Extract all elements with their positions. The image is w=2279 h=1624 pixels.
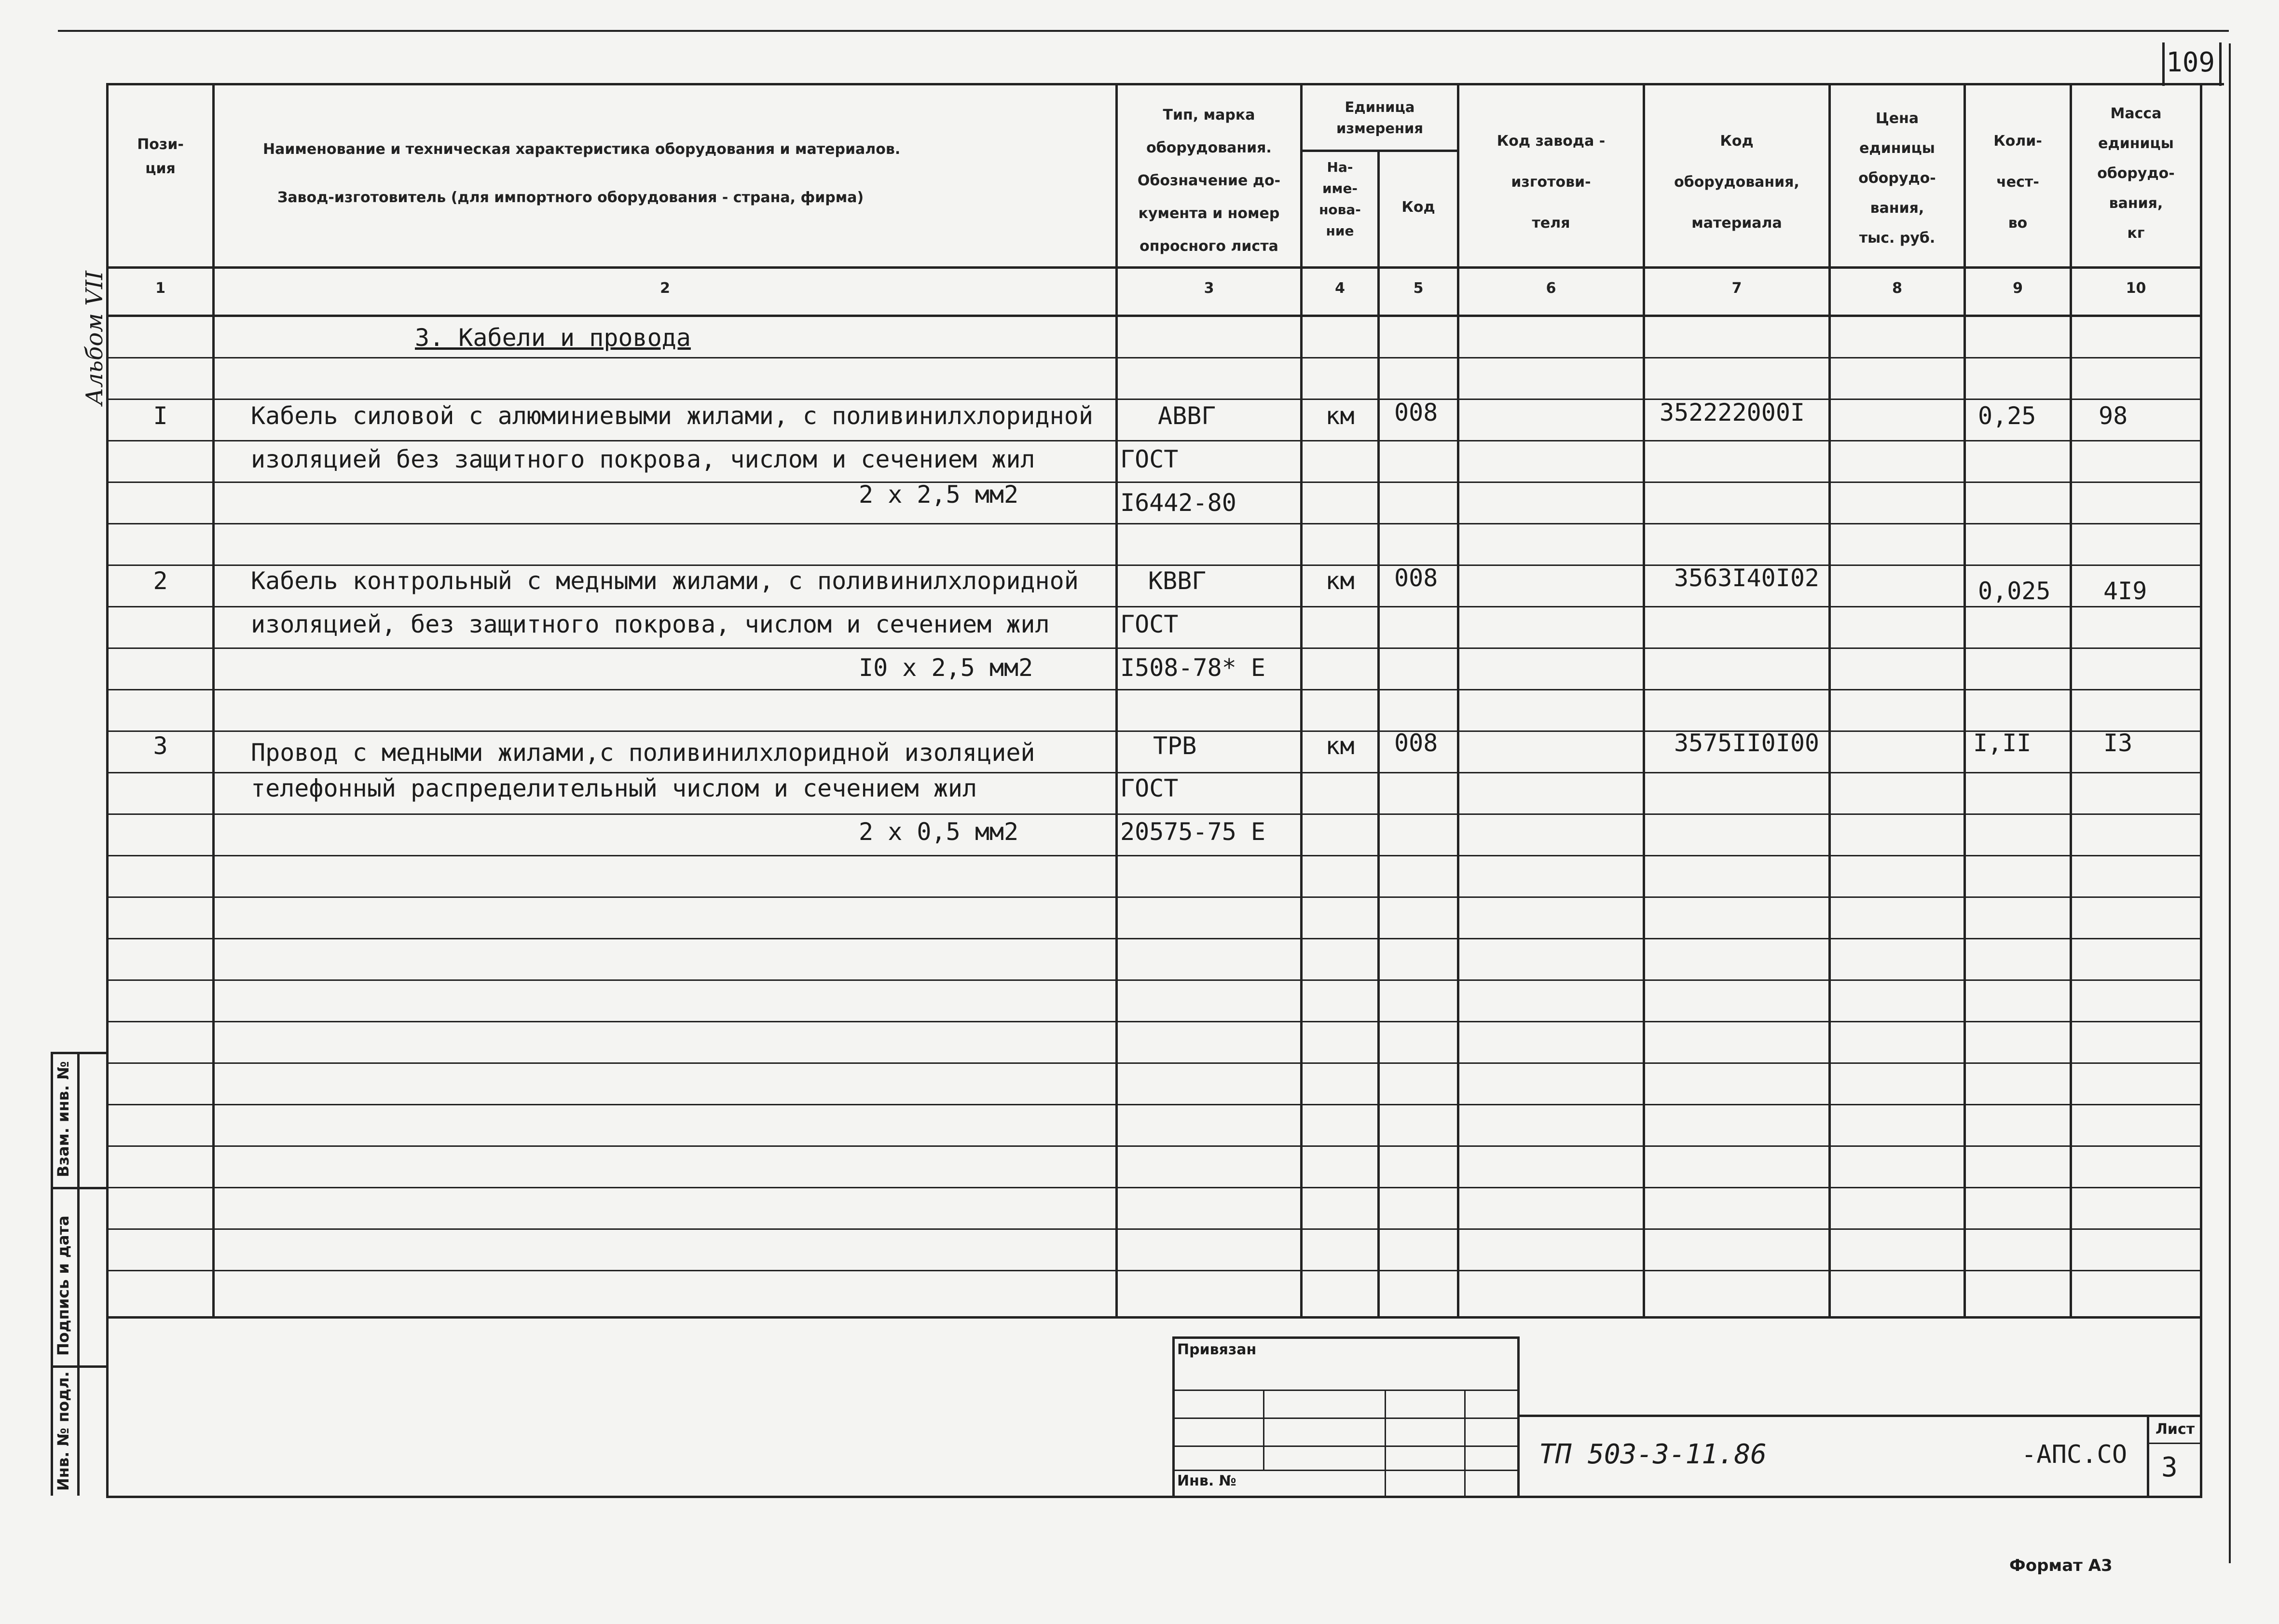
row-line: [106, 979, 2200, 981]
title-grid-col: [1263, 1390, 1264, 1470]
col-number: 1: [155, 280, 165, 297]
col-line-2: [1115, 83, 1118, 1318]
sheet-number: 3: [2161, 1452, 2178, 1483]
col-line-8: [1963, 83, 1966, 1318]
row-line: [106, 482, 2200, 483]
item-name-line: телефонный распределительный числом и сечением жил: [251, 774, 977, 802]
header-position: Пози- ция: [137, 136, 184, 177]
item-unit-code: 008: [1394, 564, 1438, 592]
col-line-4: [1377, 150, 1380, 1317]
col-number: 7: [1731, 280, 1742, 297]
item-type: ГОСТ: [1120, 610, 1179, 638]
row-line: [106, 1021, 2200, 1022]
page-number-box-left: [2162, 42, 2165, 86]
item-equip-code: 352222000I: [1660, 399, 1805, 427]
stamp-left: [51, 1052, 53, 1496]
item-name-line: I0 х 2,5 мм2: [859, 654, 1033, 682]
col-line-3: [1300, 83, 1303, 1318]
document-code: ТП 503-3-11.86: [1539, 1439, 1767, 1470]
row-line: [106, 855, 2200, 856]
stamp-sep: [51, 1187, 109, 1189]
row-line: [106, 938, 2200, 939]
item-type: ТРВ: [1153, 732, 1197, 760]
table-bottom: [106, 1316, 2200, 1319]
frame-right: [2200, 83, 2202, 1497]
stamp-replace-inv: Взам. инв. №: [54, 1061, 72, 1177]
sheet-box-sep: [2147, 1443, 2202, 1444]
top-rule: [58, 30, 2229, 32]
item-name-line: 2 х 2,5 мм2: [859, 481, 1019, 509]
row-line: [106, 357, 2200, 358]
title-grid-line: [1172, 1418, 1520, 1419]
row-line: [106, 1145, 2200, 1147]
header-type: Тип, марка оборудования. Обозначение до- кумента и номер опросного листа: [1137, 107, 1281, 255]
stamp-sep: [51, 1365, 109, 1368]
title-grid-line: [1172, 1470, 1520, 1471]
item-type: ГОСТ: [1120, 774, 1179, 802]
row-line: [106, 1187, 2200, 1188]
item-unit-code: 008: [1394, 729, 1438, 757]
sheet-box-left: [2147, 1415, 2149, 1496]
item-equip-code: 3563I40I02: [1674, 564, 1820, 592]
stamp-original-inv: Инв. № подл.: [54, 1371, 72, 1491]
item-unit: км: [1325, 567, 1355, 595]
title-grid-col: [1464, 1390, 1466, 1496]
row-line: [106, 1228, 2200, 1230]
item-unit: км: [1325, 402, 1355, 430]
row-line: [106, 813, 2200, 815]
section-title: 3. Кабели и провода: [415, 324, 691, 352]
item-type: I6442-80: [1120, 489, 1236, 517]
item-position: I: [153, 402, 168, 430]
row-line: [106, 1104, 2200, 1105]
title-grid-line: [1172, 1390, 1520, 1391]
col-number: 2: [660, 280, 670, 297]
header-name: Наименование и техническая характеристика оборудования и материалов. Завод-изготовитель (для импортного оборудования - страна, фирма): [263, 141, 901, 206]
row-line: [106, 1062, 2200, 1064]
frame-top: [106, 83, 2224, 85]
numbers-bottom: [106, 315, 2200, 317]
page-number-box-right: [2219, 42, 2222, 86]
col-line-7: [1828, 83, 1831, 1318]
doc-field-top: [1517, 1415, 2202, 1417]
header-quantity: Коли- чест- во: [1993, 133, 2042, 232]
sheet-label: Лист: [2155, 1421, 2195, 1438]
item-name-line: изоляцией без защитного покрова, числом и сечением жил: [251, 445, 1035, 473]
bound-label: Привязан: [1177, 1341, 1257, 1358]
item-name-line: изоляцией, без защитного покрова, числом и сечением жил: [251, 610, 1050, 638]
item-quantity: 0,025: [1978, 577, 2051, 605]
title-grid-line: [1172, 1445, 1520, 1447]
item-mass: 98: [2099, 402, 2128, 430]
item-type: 20575-75 Е: [1120, 818, 1266, 846]
item-name-line: Кабель силовой с алюминиевыми жилами, с поливинилхлоридной: [251, 402, 1093, 430]
item-type: АВВГ: [1158, 402, 1216, 430]
row-line: [106, 399, 2200, 400]
row-line: [106, 523, 2200, 524]
item-position: 3: [153, 732, 168, 760]
row-line: [106, 606, 2200, 607]
item-mass: I3: [2103, 729, 2133, 757]
item-equip-code: 3575II0I00: [1674, 729, 1820, 757]
header-bottom: [106, 266, 2200, 269]
col-number: 4: [1335, 280, 1345, 297]
title-block-left: [1172, 1336, 1175, 1496]
header-unit: Единица измерения: [1336, 99, 1423, 137]
col-line-9: [2070, 83, 2072, 1318]
header-unit-code: Код: [1401, 199, 1435, 216]
col-number: 10: [2126, 280, 2146, 297]
frame-bottom: [106, 1496, 2202, 1498]
stamp-signature-date: Подпись и дата: [54, 1215, 72, 1356]
stamp-mid: [77, 1052, 80, 1496]
format-label: Формат А3: [2009, 1556, 2113, 1575]
item-unit-code: 008: [1394, 399, 1438, 427]
col-number: 6: [1546, 280, 1556, 297]
item-name-line: 2 х 0,5 мм2: [859, 818, 1019, 846]
inv-label: Инв. №: [1177, 1473, 1236, 1489]
album-label: Альбом VII: [81, 271, 108, 405]
row-line: [106, 689, 2200, 690]
item-position: 2: [153, 567, 168, 595]
row-line: [106, 440, 2200, 441]
col-line-6: [1643, 83, 1645, 1318]
row-line: [106, 1270, 2200, 1271]
header-mass: Масса единицы оборудо- вания, кг: [2097, 105, 2175, 242]
title-grid-col: [1385, 1390, 1386, 1496]
item-type: ГОСТ: [1120, 445, 1179, 473]
row-line: [106, 772, 2200, 773]
row-line: [106, 896, 2200, 898]
col-number: 9: [2013, 280, 2023, 297]
document-suffix: -АПС.СО: [2021, 1440, 2128, 1469]
page-number: 109: [2166, 47, 2215, 78]
item-type: I508-78* Е: [1120, 654, 1266, 682]
item-type: КВВГ: [1148, 567, 1207, 595]
stamp-top: [51, 1052, 109, 1054]
outer-right-border: [2229, 43, 2231, 1563]
row-line: [106, 564, 2200, 566]
header-unit-name: На- име- нова- ние: [1319, 159, 1361, 239]
col-number: 3: [1204, 280, 1214, 297]
title-block-top: [1172, 1336, 1520, 1339]
item-quantity: I,II: [1973, 729, 2032, 757]
col-line-5: [1457, 83, 1459, 1318]
item-quantity: 0,25: [1978, 402, 2036, 430]
col-line-1: [212, 83, 215, 1318]
row-line: [106, 647, 2200, 649]
item-unit: км: [1325, 732, 1355, 760]
item-name-line: Провод с медными жилами,с поливинилхлоридной изоляцией: [251, 739, 1035, 767]
header-price: Цена единицы оборудо- вания, тыс. руб.: [1858, 110, 1936, 247]
item-mass: 4I9: [2103, 577, 2147, 605]
header-equip-code: Код оборудования, материала: [1674, 133, 1799, 232]
col-number: 8: [1892, 280, 1902, 297]
header-maker-code: Код завода - изготови- теля: [1496, 133, 1606, 232]
item-name-line: Кабель контрольный с медными жилами, с поливинилхлоридной: [251, 567, 1079, 595]
col-number: 5: [1413, 280, 1424, 297]
